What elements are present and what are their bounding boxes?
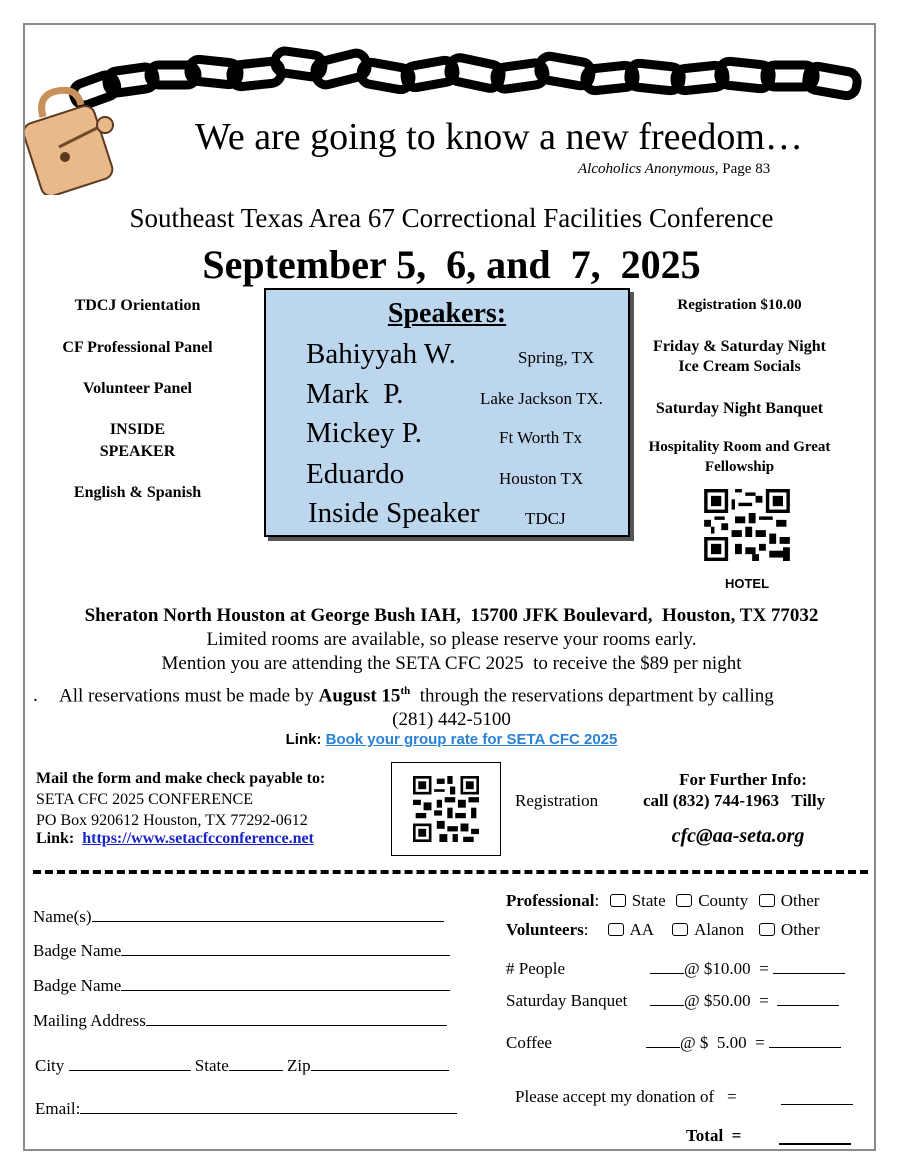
socials-line-1: Friday & Saturday Night <box>653 338 826 355</box>
group-rate-link[interactable]: Book your group rate for SETA CFC 2025 <box>325 731 618 748</box>
info-heading: For Further Info: <box>679 770 807 789</box>
mail-heading: Mail the form and make check payable to: <box>36 770 326 787</box>
option-label: Other <box>780 920 820 939</box>
people-fee-row[interactable] <box>650 959 845 979</box>
option-label: AA <box>629 920 654 939</box>
registration-qr-label: Registration <box>515 791 599 810</box>
speakers-box <box>264 288 630 537</box>
name-field[interactable] <box>33 907 444 927</box>
speaker-place: TDCJ <box>525 509 566 528</box>
speaker-name: Bahiyyah W. <box>306 338 456 370</box>
left-features <box>35 295 240 504</box>
venue-rooms: Limited rooms are available, so please reserve your rooms early. <box>206 629 697 650</box>
quote-text: We are going to know a new freedom… <box>195 116 803 158</box>
city-input-line[interactable] <box>69 1070 191 1071</box>
option-label: County <box>698 891 749 910</box>
registration-qr-code[interactable] <box>413 776 479 842</box>
speaker-name: Mark P. <box>306 378 404 410</box>
badge-input-line[interactable] <box>121 990 450 991</box>
coffee-price: @ $ 5.00 = <box>680 1033 765 1052</box>
professional-colon: : <box>594 891 600 910</box>
mail-link-label: Link: <box>36 830 83 847</box>
banquet-fee-row[interactable] <box>650 991 839 1011</box>
padlock-icon <box>25 90 115 195</box>
email-input-line[interactable] <box>80 1113 457 1114</box>
donation-input-line[interactable] <box>781 1087 853 1105</box>
county-checkbox[interactable] <box>676 894 692 907</box>
name-input-line[interactable] <box>92 921 444 922</box>
hotel-qr-code[interactable] <box>703 489 791 561</box>
feature-cf-panel: CF Professional Panel <box>62 339 213 356</box>
volunteers-label: Volunteers <box>506 920 584 939</box>
people-total-line[interactable] <box>773 973 845 974</box>
aa-checkbox[interactable] <box>608 923 624 936</box>
feature-speaker: SPEAKER <box>99 443 176 460</box>
banquet-label: Saturday Banquet <box>506 991 628 1010</box>
chain-icon <box>71 50 859 108</box>
total-label: Total = <box>686 1126 742 1145</box>
reservation-phone: (281) 442-5100 <box>392 709 511 730</box>
banquet-feature: Saturday Night Banquet <box>655 400 824 417</box>
feature-volunteer-panel: Volunteer Panel <box>83 380 192 397</box>
info-phone: call (832) 744-1963 Tilly <box>643 791 826 810</box>
cut-line-divider <box>33 870 868 874</box>
hospitality-line-2: Fellowship <box>704 459 775 475</box>
venue-address: Sheraton North Houston at George Bush IAH, 15700 JFK Boulevard, Houston, TX 77032 <box>84 605 819 626</box>
alanon-checkbox[interactable] <box>672 923 688 936</box>
coffee-total-line[interactable] <box>769 1047 841 1048</box>
speaker-name: Mickey P. <box>306 417 422 449</box>
speaker-place: Houston TX <box>499 469 584 488</box>
reservation-deadline <box>59 685 774 707</box>
zip-label: Zip <box>287 1056 311 1075</box>
coffee-label: Coffee <box>506 1033 552 1052</box>
mailing-address-field[interactable] <box>33 1011 447 1031</box>
state-input-line[interactable] <box>229 1070 283 1071</box>
mail-link-row <box>36 830 314 848</box>
other-volunteer-checkbox[interactable] <box>759 923 775 936</box>
citation-page: Page 83 <box>718 161 771 177</box>
state-label: State <box>194 1056 229 1075</box>
badge-label: Badge Name <box>33 941 122 960</box>
group-rate-link-row <box>25 731 878 748</box>
speaker-name: Inside Speaker <box>308 497 480 529</box>
badge-input-line[interactable] <box>121 955 450 956</box>
total-field[interactable] <box>779 1126 851 1150</box>
name-label: Name(s) <box>33 907 92 926</box>
speaker-name: Eduardo <box>306 458 405 490</box>
link-label: Link: <box>285 731 326 748</box>
mailing-label: Mailing Address <box>33 1011 146 1030</box>
speaker-place: Lake Jackson TX. <box>480 389 603 408</box>
flyer-page <box>23 23 876 1151</box>
feature-language: English & Spanish <box>73 484 202 501</box>
socials-line-2: Ice Cream Socials <box>678 358 801 375</box>
registration-fee: Registration $10.00 <box>677 297 802 313</box>
people-price: @ $10.00 = <box>684 959 769 978</box>
registration-qr-frame <box>391 762 501 856</box>
volunteer-options <box>506 920 820 940</box>
reserve-pre: All reservations must be made by <box>59 685 319 707</box>
mail-line-1: SETA CFC 2025 CONFERENCE <box>36 791 253 808</box>
professional-label: Professional <box>506 891 595 910</box>
badge-label: Badge Name <box>33 976 122 995</box>
mail-line-2: PO Box 920612 Houston, TX 77292-0612 <box>36 812 308 829</box>
banquet-total-line[interactable] <box>777 1005 839 1006</box>
banquet-price: @ $50.00 = <box>684 991 769 1010</box>
mailing-input-line[interactable] <box>146 1025 447 1026</box>
coffee-count-line[interactable] <box>646 1047 680 1048</box>
right-features <box>637 295 842 477</box>
donation-label: Please accept my donation of = <box>515 1087 737 1106</box>
city-state-zip-field[interactable] <box>35 1056 449 1076</box>
people-label: # People <box>506 959 566 978</box>
speaker-place: Ft Worth Tx <box>499 428 583 447</box>
quote-citation <box>578 161 770 178</box>
conference-title: Southeast Texas Area 67 Correctional Facilities Conference <box>129 203 774 233</box>
people-count-line[interactable] <box>650 973 684 974</box>
speaker-place: Spring, TX <box>518 348 595 367</box>
professional-options <box>506 891 819 911</box>
badge-name-field-1[interactable] <box>33 941 450 961</box>
total-input-line[interactable] <box>779 1126 851 1145</box>
bullet-mark: . <box>33 685 38 706</box>
feature-tdcj-orientation: TDCJ Orientation <box>74 297 201 314</box>
conference-website-link[interactable]: https://www.setacfcconference.net <box>82 830 314 847</box>
other-professional-checkbox[interactable] <box>759 894 775 907</box>
reserve-date: August 15 <box>318 685 401 707</box>
city-label: City <box>35 1056 69 1075</box>
option-label: State <box>631 891 666 910</box>
citation-book: Alcoholics Anonymous, <box>578 161 719 177</box>
coffee-fee-row[interactable] <box>646 1033 841 1053</box>
volunteers-colon: : <box>583 920 589 939</box>
hotel-label: HOTEL <box>724 576 770 591</box>
option-label: Other <box>780 891 820 910</box>
venue-rate: Mention you are attending the SETA CFC 2025 to receive the $89 per night <box>161 653 742 674</box>
speakers-title: Speakers: <box>387 298 507 329</box>
option-label: Alanon <box>694 920 745 939</box>
email-field[interactable] <box>35 1099 457 1119</box>
zip-input-line[interactable] <box>311 1070 449 1071</box>
reserve-post: through the reservations department by calling <box>410 685 774 707</box>
email-label: Email: <box>35 1099 81 1118</box>
conference-dates: September 5, 6, and 7, 2025 <box>202 242 701 287</box>
donation-field[interactable] <box>781 1087 853 1110</box>
badge-name-field-2[interactable] <box>33 976 450 996</box>
banquet-count-line[interactable] <box>650 1005 684 1006</box>
feature-inside: INSIDE <box>109 421 166 438</box>
hospitality-line-1: Hospitality Room and Great <box>648 439 831 455</box>
state-checkbox[interactable] <box>610 894 626 907</box>
reserve-sup: th <box>400 685 411 697</box>
info-email: cfc@aa-seta.org <box>671 825 805 847</box>
